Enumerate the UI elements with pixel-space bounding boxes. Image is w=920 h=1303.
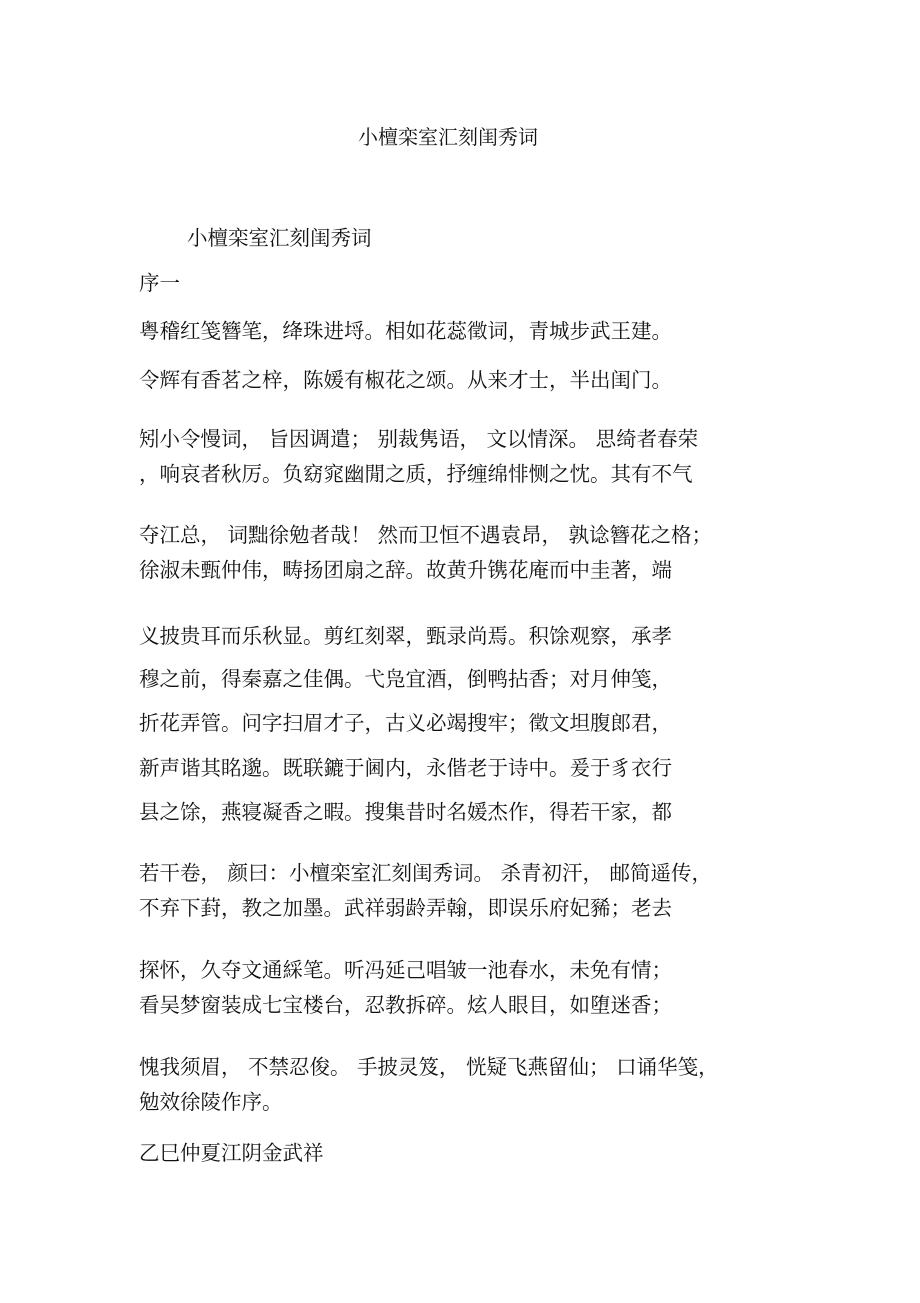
text-line-4: ，响哀者秋厉。负窈窕幽閒之质，抒缠绵悱恻之忱。其有不气 (139, 462, 693, 486)
text-line-13: 不弃下葑，教之加墨。武祥弱龄弄翰，即误乐府妃豨；老去 (139, 896, 672, 920)
text-line-3: 矧小令慢词， 旨因调遣； 别裁隽语， 文以情深。 思绮者春荣 (139, 427, 699, 451)
document-subtitle: 小檀栾室汇刻闺秀词 (187, 226, 372, 250)
text-line-7: 义披贵耳而乐秋显。剪红刻翠，甄录尚焉。积馀观察，承孝 (139, 624, 672, 648)
signature-line: 乙巳仲夏江阴金武祥 (139, 1141, 324, 1165)
page-title: 小檀栾室汇刻闺秀词 (358, 125, 538, 149)
text-line-14: 探怀，久夺文通綵笔。听冯延己唱皱一池春水，未免有情； (139, 958, 672, 982)
text-line-1: 粤稽红笺簪笔，绛珠进埒。相如花蕊徵词，青城步武王建。 (139, 319, 672, 343)
text-line-10: 新声谐其眳邈。既联鏕于阃内，永偕老于诗中。爰于豸衣行 (139, 756, 672, 780)
text-line-16: 愧我须眉， 不禁忍俊。 手披灵笈， 恍疑飞燕留仙； 口诵华笺， (139, 1055, 719, 1079)
text-line-2: 令辉有香茗之梓，陈媛有椒花之颂。从来才士，半出闺门。 (139, 368, 672, 392)
text-line-8: 穆之前，得秦嘉之佳偶。弋凫宜酒，倒鸭拈香；对月伸笺， (139, 667, 672, 691)
text-line-17: 勉效徐陵作序。 (139, 1090, 283, 1114)
text-line-11: 县之馀，燕寝凝香之暇。搜集昔时名媛杰作，得若干家，都 (139, 800, 672, 824)
text-line-12: 若干卷， 颜曰：小檀栾室汇刻闺秀词。 杀青初汗， 邮简遥传， (139, 861, 713, 885)
text-line-15: 看吴梦窗装成七宝楼台，忍教拆碎。炫人眼目，如堕迷香； (139, 993, 672, 1017)
text-line-6: 徐淑未甄仲伟，畴扬团扇之辞。故黄升镌花庵而中圭著，端 (139, 558, 672, 582)
section-heading: 序一 (139, 271, 180, 295)
text-line-5: 夺江总， 词黜徐勉者哉！ 然而卫恒不遇袁昂， 孰谂簪花之格； (139, 523, 713, 547)
text-line-9: 折花弄管。问字扫眉才子，古义必竭搜牢；徵文坦腹郎君， (139, 711, 672, 735)
